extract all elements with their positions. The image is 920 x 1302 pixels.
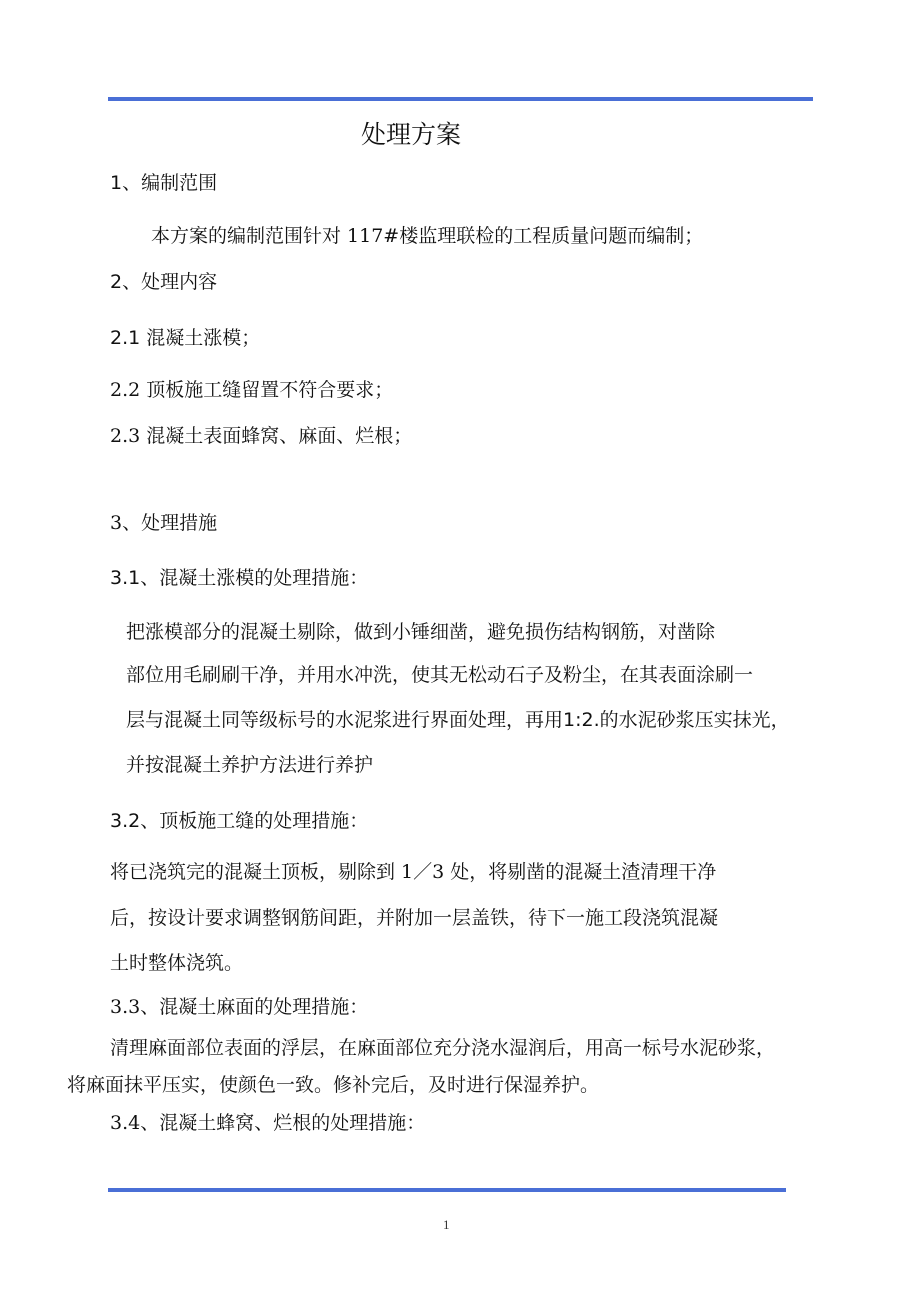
- section-1-heading: 1、编制范围: [110, 172, 218, 194]
- header-rule: [108, 97, 813, 101]
- footer-rule: [108, 1188, 786, 1192]
- section-3-1-heading: 3.1、混凝土涨模的处理措施：: [110, 567, 369, 589]
- section-3-1-line: 把涨模部分的混凝土剔除，做到小锤细凿，避免损伤结构钢筋，对凿除: [126, 621, 716, 643]
- section-3-1-line: 部位用毛刷刷干净，并用水冲洗，使其无松动石子及粉尘，在其表面涂刷一: [126, 664, 754, 686]
- section-1-body: 本方案的编制范围针对 117#楼监理联检的工程质量问题而编制；: [151, 225, 704, 247]
- section-3-3-line: 清理麻面部位表面的浮层，在麻面部位充分浇水湿润后，用高一标号水泥砂浆，: [110, 1037, 776, 1059]
- section-3-4-heading: 3.4、混凝土蜂窝、烂根的处理措施：: [110, 1112, 426, 1134]
- section-3-2-heading: 3.2、顶板施工缝的处理措施：: [110, 810, 369, 832]
- page-number: 1: [443, 1217, 450, 1232]
- section-2-1: 2.1 混凝土涨模；: [110, 327, 261, 349]
- section-3-2-line: 土时整体浇筑。: [110, 952, 244, 974]
- section-3-heading: 3、处理措施: [110, 512, 218, 534]
- section-2-heading: 2、处理内容: [110, 271, 218, 293]
- section-3-3-heading: 3.3、混凝土麻面的处理措施：: [110, 996, 369, 1018]
- section-3-2-line: 后，按设计要求调整钢筋间距，并附加一层盖铁，待下一施工段浇筑混凝: [110, 907, 719, 929]
- section-2-2: 2.2 顶板施工缝留置不符合要求；: [110, 379, 394, 401]
- section-3-2-line: 将已浇筑完的混凝土顶板，剔除到 1／3 处，将剔凿的混凝土渣清理干净: [110, 861, 717, 883]
- section-3-1-line: 层与混凝土同等级标号的水泥浆进行界面处理，再用1:2.的水泥砂浆压实抹光，: [126, 709, 790, 731]
- section-3-3-line: 将麻面抹平压实，使颜色一致。修补完后，及时进行保湿养护。: [67, 1074, 600, 1096]
- section-2-3: 2.3 混凝土表面蜂窝、麻面、烂根；: [110, 425, 413, 447]
- document-title: 处理方案: [361, 120, 462, 149]
- section-3-1-line: 并按混凝土养护方法进行养护: [126, 754, 374, 776]
